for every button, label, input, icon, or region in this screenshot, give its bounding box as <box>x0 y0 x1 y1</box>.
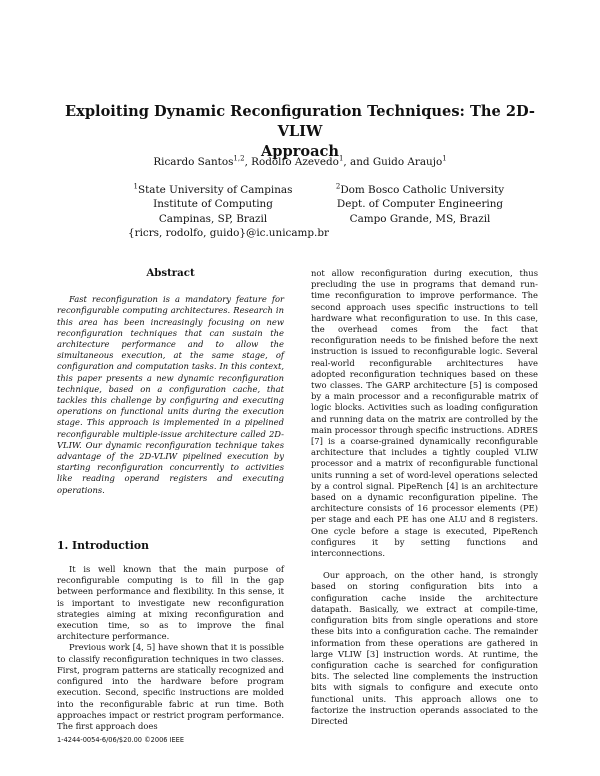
title-line-1: Exploiting Dynamic Reconfiguration Techniques: The 2D-VLIW <box>65 103 535 140</box>
author-list <box>60 155 540 169</box>
copyright-footer: 1-4244-0054-6/06/$20.00 ©2006 IEEE <box>57 736 185 744</box>
abstract-heading: Abstract <box>146 267 195 279</box>
affiliation-2 <box>330 183 510 226</box>
intro-paragraph-2: Previous work [4, 5] have shown that it is possible to classify reconfiguration techniques in two classes. First, program patterns are statically recognized and configured into the hardware before program execution. Second, specific instructions are molded into the reconfigurable fabric at run time. Both approaches impact or restrict program performance. The first approach does <box>57 642 284 731</box>
affiliation-2-sup: 2 <box>335 182 341 191</box>
author-1-sup: 1,2 <box>233 154 245 163</box>
abstract-text: Fast reconfiguration is a mandatory feature for reconfigurable computing architectures. Research in this area has been increasingly focusing on new reconfiguration techniques that can sustain the architecture performance and to allow the simultaneous execution, at the same stage, of configuration and computation tasks. In this context, this paper presents a new dynamic reconfiguration technique, based on a configuration cache, that tackles this challenge by configuring and executing operations on functional units during the execution stage. This approach is implemented in a pipelined reconfigurable multiple-issue architecture called 2D-VLIW. Our dynamic reconfiguration technique takes advantage of the 2D-VLIW pipelined execution by starting reconfiguration concurrently to activities like reading operand registers and executing operations. <box>57 294 284 495</box>
affiliation-1-line-2: Institute of Computing <box>153 198 273 211</box>
author-2-sup: 1 <box>338 154 344 163</box>
author-3: , and Guido Araujo <box>343 156 443 168</box>
affiliation-1 <box>128 182 329 240</box>
affiliation-1-sup: 1 <box>133 182 138 191</box>
intro-paragraph-1: It is well known that the main purpose of reconfigurable computing is to fill in the gap between performance and flexibility. In this sense, it is important to investigate new reconfiguration strategies aiming at mixing reconfiguration and execution time, so as to improve the final architecture performance. <box>57 564 284 642</box>
author-2: , Rodolfo Azevedo <box>244 156 339 168</box>
paper-title <box>60 102 540 162</box>
title-line-2: Approach <box>260 143 340 160</box>
right-column <box>311 268 538 727</box>
affiliation-1-line-3: Campinas, SP, Brazil <box>158 212 268 225</box>
section-1-heading: 1. Introduction <box>57 538 149 552</box>
affiliation-2-line-3: Campo Grande, MS, Brazil <box>349 212 491 225</box>
affiliation-2-line-1: Dom Bosco Catholic University <box>340 184 505 196</box>
right-paragraph-2: Our approach, on the other hand, is strongly based on storing configuration bits into a configuration cache inside the architecture datapath. Basically, we extract at compile-time, configuration bits from single operations and store these bits into a configuration cache. The remainder information from these operations are gathered in large VLIW [3] instruction words. At runtime, the configuration cache is searched for configuration bits. The selected line complements the instruction bits with signals to configure and execute onto functional units. This approach allows one to factorize the instruction operands associated to the Directed <box>311 570 538 726</box>
right-paragraph-1: not allow reconfiguration during execution, thus precluding the use in programs that demand run-time reconfiguration to improve performance. The second approach uses specific instructions to tell hardware what reconfiguration to use. In this case, the overhead comes from the fact that reconfiguration needs to be finished before the next instruction is issued to reconfigurable logic. Several real-world reconfigurable architectures have adopted reconfiguration techniques based on these two classes. The GARP architecture [5] is composed by a main processor and a reconfigurable matrix of logic blocks. Activities such as loading configuration and running data on the matrix are controlled by the main processor through specific instructions. ADRES [7] is a coarse-grained dynamically reconfigurable architecture that includes a tightly coupled VLIW processor and a matrix of reconfigurable functional units running a set of word-level operations selected by a control signal. PipeRench [4] is an architecture based on a dynamic reconfiguration pipeline. The architecture consists of 16 processor elements (PE) per stage and each PE has one ALU and 8 registers. One cycle before a stage is executed, PipeRench configures it by setting functions and interconnections. <box>311 268 538 559</box>
affiliation-1-line-1: State University of Campinas <box>137 184 293 196</box>
author-3-sup: 1 <box>442 154 447 163</box>
left-column <box>57 268 284 732</box>
affiliation-1-email: {ricrs, rodolfo, guido}@ic.unicamp.br <box>128 226 329 239</box>
affiliation-2-line-2: Dept. of Computer Engineering <box>336 198 504 211</box>
author-1: Ricardo Santos <box>153 156 234 168</box>
